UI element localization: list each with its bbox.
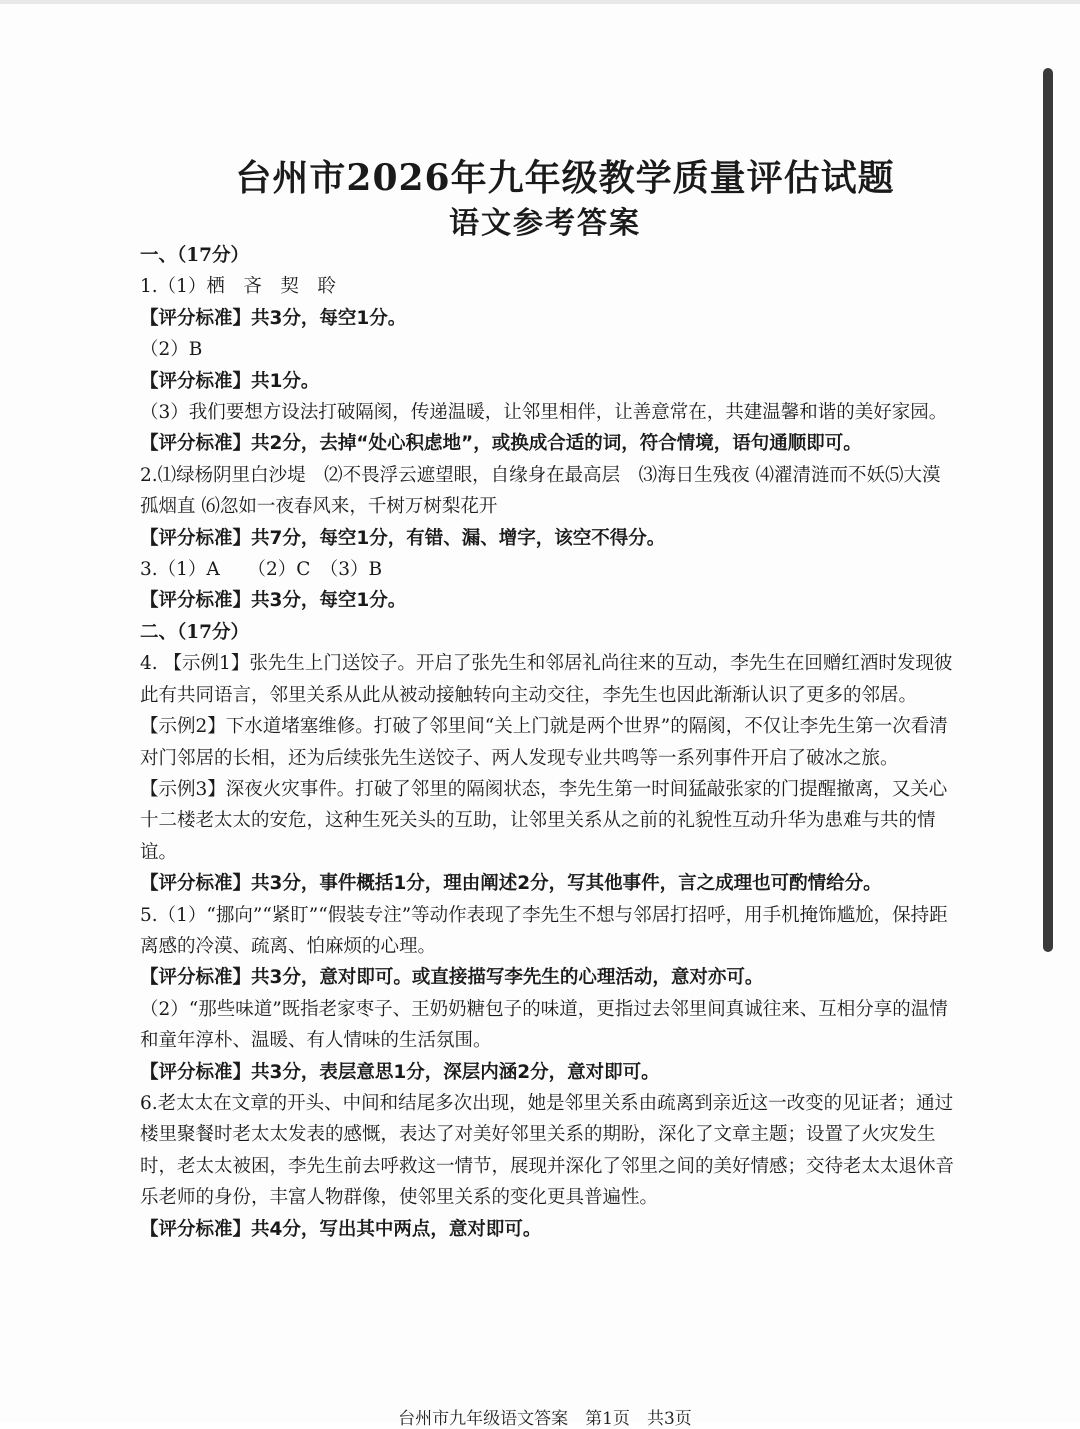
q5-2-criteria — [140, 1057, 955, 1088]
q3-criteria — [140, 585, 955, 616]
section-one-heading: 一、（17分） — [140, 245, 249, 266]
criteria-tag: 【评分标准】 — [140, 1061, 252, 1083]
q4-example-3 — [140, 774, 955, 868]
q3-answer: 3.（1）A （2）C （3）B — [140, 559, 383, 581]
q6-answer: 6.老太太在文章的开头、中间和结尾多次出现，她是邻里关系由疏离到亲近这一改变的见证者；通过楼里聚餐时老太太发表的感慨，表达了对美好邻里关系的期盼，深化了文章主题；设置了火灾发生时，老太太被困，李先生前去呼救这一情节，展现并深化了邻里之间的美好情感；交待老太太退休音乐老师的身份，丰富人物群像，使邻里关系的变化更具普遍性。 — [140, 1092, 955, 1209]
criteria-text: 共2分，去掉“处心积虑地”，或换成合适的词，符合情境，语句通顺即可。 — [251, 433, 862, 455]
top-edge — [0, 0, 1080, 4]
criteria-text: 共7分，每空1分，有错、漏、增字，该空不得分。 — [251, 527, 666, 549]
example-tag: 【示例1】 — [163, 653, 250, 675]
q4-example-2 — [140, 711, 955, 774]
q1-2-criteria — [140, 366, 955, 397]
answer-content — [140, 240, 955, 1245]
q5-2-answer: （2）“那些味道”既指老家枣子、王奶奶糖包子的味道，更指过去邻里间真诚往来、互相分享的温情和童年淳朴、温暖、有人情味的生活氛围。 — [140, 998, 948, 1052]
section-two-heading: 二、（17分） — [140, 621, 249, 643]
example-text: 深夜火灾事件。打破了邻里的隔阂状态，李先生第一时间猛敲张家的门提醒撤离，又关心十二楼老太太的安危，这种生死关头的互助，让邻里关系从之前的礼貌性互动升华为患难与共的情谊。 — [140, 778, 948, 863]
criteria-text: 共1分。 — [251, 370, 320, 392]
criteria-text: 共3分，意对即可。或直接描写李先生的心理活动，意对亦可。 — [251, 967, 764, 989]
criteria-tag: 【评分标准】 — [140, 433, 252, 455]
criteria-tag: 【评分标准】 — [140, 527, 252, 549]
q5-1-answer: 5.（1）“挪向”“紧盯”“假装专注”等动作表现了李先生不想与邻居打招呼，用手机掩饰尴尬，保持距离感的冷漠、疏离、怕麻烦的心理。 — [140, 904, 948, 957]
example-text: 下水道堵塞维修。打破了邻里间“关上门就是两个世界”的隔阂，不仅让李先生第一次看清对门邻居的长相，还为后续张先生送饺子、两人发现专业共鸣等一系列事件开启了破冰之旅。 — [140, 716, 948, 769]
q1-3-answer: （3）我们要想方设法打破隔阂，传递温暖，让邻里相伴，让善意常在，共建温馨和谐的美好家园。 — [140, 402, 948, 424]
document-subtitle: 语文参考答案 — [449, 206, 641, 241]
page-footer: 台州市九年级语文答案 第1页 共3页 — [398, 1409, 692, 1429]
q2-answer: 2.⑴绿杨阴里白沙堤 ⑵不畏浮云遮望眼，自缘身在最高层 ⑶海日生残夜 ⑷濯清涟而不妖⑸大漠孤烟直 ⑹忽如一夜春风来，千树万树梨花开 — [140, 464, 941, 518]
q1-2-answer: （2）B — [140, 339, 203, 361]
q1-3-criteria — [140, 428, 955, 459]
criteria-text: 共3分，每空1分。 — [251, 590, 407, 612]
example-tag: 【示例3】 — [140, 778, 226, 800]
criteria-text: 共3分，每空1分。 — [251, 307, 407, 329]
criteria-tag: 【评分标准】 — [140, 967, 252, 989]
criteria-text: 共3分，表层意思1分，深层内涵2分，意对即可。 — [251, 1061, 660, 1083]
criteria-tag: 【评分标准】 — [140, 307, 252, 329]
q2-criteria — [140, 523, 955, 554]
q5-1-criteria — [140, 962, 955, 993]
criteria-tag: 【评分标准】 — [140, 590, 252, 612]
q1-1-answer: 1.（1）栖 吝 契 聆 — [140, 276, 336, 298]
example-text: 张先生上门送饺子。开启了张先生和邻居礼尚往来的互动，李先生在回赠红酒时发现彼此有共同语言，邻里关系从此从被动接触转向主动交往，李先生也因此渐渐认识了更多的邻居。 — [140, 653, 953, 706]
example-tag: 【示例2】 — [140, 716, 226, 738]
q4-example-1: 4. 【示例1】张先生上门送饺子。开启了张先生和邻居礼尚往来的互动，李先生在回赠红酒时发现彼此有共同语言，邻里关系从此从被动接触转向主动交往，李先生也因此渐渐认识了更多的邻居。 — [140, 653, 953, 706]
document-title: 台州市2026年九年级教学质量评估试题 — [235, 157, 895, 199]
criteria-tag: 【评分标准】 — [140, 1218, 252, 1240]
q4-criteria — [140, 868, 955, 899]
criteria-text: 共4分，写出其中两点，意对即可。 — [251, 1218, 542, 1240]
q6-criteria — [140, 1214, 955, 1245]
criteria-tag: 【评分标准】 — [140, 370, 252, 392]
q1-1-criteria — [140, 303, 955, 334]
criteria-tag: 【评分标准】 — [140, 873, 252, 895]
criteria-text: 共3分，事件概括1分，理由阐述2分，写其他事件，言之成理也可酌情给分。 — [251, 873, 882, 895]
